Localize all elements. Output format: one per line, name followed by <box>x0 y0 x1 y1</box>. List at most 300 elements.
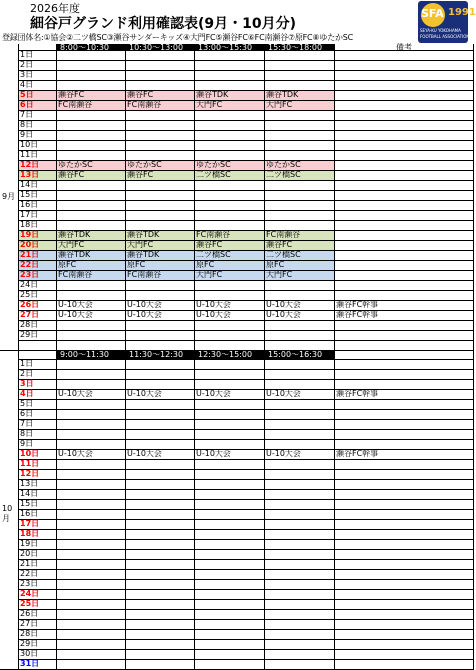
oct-slot-cell <box>57 480 126 490</box>
oct-slot-cell <box>126 610 195 620</box>
sept-slot-cell-text: 瀬谷TDK <box>58 230 91 239</box>
oct-remarks-cell <box>335 530 474 540</box>
sept-slot-cell-text: U-10大会 <box>196 300 231 309</box>
sept-slot-cell <box>126 61 195 71</box>
sept-date-cell-text: 11日 <box>20 150 39 159</box>
oct-slot-cell <box>57 390 126 400</box>
oct-slot-cell <box>265 360 335 370</box>
sept-date-cell-text: 4日 <box>20 80 34 89</box>
oct-slot-header-4-text: 15:00～16:30 <box>268 350 323 359</box>
oct-slot-cell <box>57 410 126 420</box>
oct-slot-cell <box>126 510 195 520</box>
sept-slot-cell <box>57 111 126 121</box>
oct-slot-cell <box>265 650 335 660</box>
oct-slot-cell <box>126 550 195 560</box>
sept-slot-cell <box>265 131 335 141</box>
sept-slot-cell-text: 大門FC <box>196 270 223 279</box>
sept-slot-cell-text: U-10大会 <box>266 300 301 309</box>
oct-slot-cell <box>57 510 126 520</box>
sept-date-cell-text: 3日 <box>20 70 34 79</box>
oct-date-cell-text: 7日 <box>20 419 34 428</box>
sept-slot-header-2-text: 10:30～13:00 <box>129 43 184 52</box>
oct-remarks-cell <box>335 400 474 410</box>
sept-slot-cell <box>265 71 335 81</box>
sept-slot-cell-text: FC南瀬谷 <box>196 230 231 239</box>
oct-remarks-header <box>335 351 474 360</box>
sept-slot-cell <box>57 271 126 281</box>
sept-date-cell-text: 28日 <box>20 320 39 329</box>
oct-slot-cell <box>57 420 126 430</box>
sept-slot-cell <box>57 181 126 191</box>
oct-slot-cell <box>57 370 126 380</box>
sept-remarks-cell <box>335 211 474 221</box>
oct-slot-cell <box>265 590 335 600</box>
oct-date-cell-text: 10日 <box>20 449 40 458</box>
sept-remarks-cell <box>335 281 474 291</box>
oct-slot-cell <box>265 540 335 550</box>
oct-slot-cell <box>126 490 195 500</box>
sept-month-text: 9月 <box>2 192 16 201</box>
oct-slot-cell <box>126 660 195 670</box>
sept-slot-cell-text: 瀬谷TDK <box>266 90 299 99</box>
oct-slot-cell <box>265 470 335 480</box>
sept-slot-cell-text: FC南瀬谷 <box>127 270 162 279</box>
oct-remarks-cell <box>335 490 474 500</box>
oct-slot-cell <box>126 570 195 580</box>
sept-slot-cell-text: U-10大会 <box>266 310 301 319</box>
oct-slot-cell <box>195 590 265 600</box>
sept-slot-cell-text: 大門FC <box>58 240 85 249</box>
sept-remarks-cell <box>335 121 474 131</box>
oct-slot-cell <box>195 570 265 580</box>
oct-slot-cell <box>126 640 195 650</box>
oct-slot-cell <box>57 660 126 670</box>
sept-slot-cell <box>265 181 335 191</box>
oct-remarks-cell <box>335 580 474 590</box>
oct-slot-cell <box>126 500 195 510</box>
sept-remarks-cell <box>335 51 474 61</box>
oct-slot-cell <box>57 430 126 440</box>
sept-slot-cell-text: FC南瀬谷 <box>266 230 301 239</box>
sept-slot-cell <box>265 51 335 61</box>
oct-date-cell-text: 21日 <box>20 559 39 568</box>
oct-slot-header-1 <box>57 351 126 360</box>
oct-slot-header-3-text: 12:30～15:00 <box>198 350 253 359</box>
sept-slot-cell-text: ゆたかSC <box>266 160 301 169</box>
oct-slot-cell <box>265 420 335 430</box>
sept-remarks-cell <box>335 241 474 251</box>
sept-slot-cell <box>126 271 195 281</box>
sept-slot-cell <box>57 321 126 331</box>
logo-mark: SFA <box>421 7 444 20</box>
oct-remarks-cell <box>335 390 474 400</box>
sept-date-cell-text: 16日 <box>20 200 39 209</box>
sept-remarks-cell-text: 瀬谷FC幹事 <box>336 310 379 319</box>
sept-remarks-header-text: 備考 <box>396 43 412 52</box>
oct-date-cell-text: 16日 <box>20 509 39 518</box>
oct-date-cell-text: 24日 <box>20 589 40 598</box>
sept-date-cell-text: 1日 <box>20 50 34 59</box>
sept-slot-cell <box>126 101 195 111</box>
sept-slot-cell <box>195 331 265 341</box>
oct-slot-cell <box>195 480 265 490</box>
oct-slot-cell <box>57 400 126 410</box>
sept-slot-cell <box>265 271 335 281</box>
oct-remarks-cell <box>335 660 474 670</box>
oct-date-cell-text: 17日 <box>20 519 40 528</box>
oct-slot-cell <box>57 650 126 660</box>
oct-remarks-cell <box>335 590 474 600</box>
sept-slot-header-1 <box>57 44 126 51</box>
sept-slot-cell-text: 原FC <box>127 260 146 269</box>
oct-slot-cell <box>57 620 126 630</box>
oct-slot-cell <box>126 620 195 630</box>
oct-slot-header-2 <box>126 351 195 360</box>
sept-slot-cell-text: U-10大会 <box>58 300 93 309</box>
sept-remarks-cell <box>335 61 474 71</box>
oct-slot-cell-text: U-10大会 <box>127 449 162 458</box>
sept-remarks-cell <box>335 321 474 331</box>
oct-remarks-cell-text: 瀬谷FC幹事 <box>336 449 379 458</box>
oct-slot-cell <box>265 550 335 560</box>
oct-slot-header-2-text: 11:30～12:30 <box>129 350 184 359</box>
oct-slot-cell <box>57 530 126 540</box>
sept-slot-cell-text: FC南瀬谷 <box>58 100 93 109</box>
sept-date-cell <box>19 331 57 341</box>
sept-remarks-cell <box>335 311 474 321</box>
oct-date-cell-text: 29日 <box>20 639 39 648</box>
oct-slot-cell <box>265 480 335 490</box>
oct-slot-cell-text: U-10大会 <box>196 449 231 458</box>
sept-remarks-cell <box>335 81 474 91</box>
oct-slot-cell <box>126 540 195 550</box>
oct-slot-cell <box>195 470 265 480</box>
oct-slot-cell <box>126 480 195 490</box>
oct-remarks-cell <box>335 630 474 640</box>
sept-slot-cell-text: U-10大会 <box>58 310 93 319</box>
sept-slot-cell-text: 瀬谷FC <box>196 240 223 249</box>
oct-date-cell-text: 14日 <box>20 489 39 498</box>
oct-slot-cell-text: U-10大会 <box>127 389 162 398</box>
oct-slot-cell <box>195 620 265 630</box>
oct-date-cell-text: 4日 <box>20 389 34 398</box>
oct-slot-header-4 <box>265 351 335 360</box>
sept-slot-cell <box>195 61 265 71</box>
oct-slot-cell <box>126 420 195 430</box>
sept-slot-cell <box>195 201 265 211</box>
sept-slot-cell-text: 瀬谷FC <box>127 170 154 179</box>
oct-remarks-cell <box>335 550 474 560</box>
oct-slot-cell <box>265 640 335 650</box>
sept-slot-cell <box>195 71 265 81</box>
oct-slot-cell <box>265 510 335 520</box>
oct-slot-cell <box>265 400 335 410</box>
oct-slot-cell <box>57 580 126 590</box>
oct-slot-cell <box>126 650 195 660</box>
sept-date-cell-text: 6日 <box>20 100 34 109</box>
oct-date-cell-text: 11日 <box>20 459 40 468</box>
logo-assoc: FOOTBALL ASSOCIATION <box>420 34 470 39</box>
sept-slot-header-2 <box>126 44 195 51</box>
sept-slot-cell <box>265 61 335 71</box>
sept-date-cell-text: 24日 <box>20 280 39 289</box>
oct-slot-cell <box>126 400 195 410</box>
sept-date-cell-text: 23日 <box>20 270 40 279</box>
oct-remarks-cell <box>335 460 474 470</box>
sept-remarks-cell <box>335 171 474 181</box>
sept-slot-cell <box>265 331 335 341</box>
sept-remarks-header <box>335 44 474 51</box>
oct-slot-cell <box>265 610 335 620</box>
oct-slot-cell <box>57 590 126 600</box>
sept-slot-cell <box>126 171 195 181</box>
oct-date-cell-text: 26日 <box>20 609 39 618</box>
oct-slot-cell <box>195 460 265 470</box>
schedule-grid <box>0 43 474 668</box>
sept-date-cell-text: 26日 <box>20 300 40 309</box>
sept-slot-cell-text: 瀬谷TDK <box>58 250 91 259</box>
oct-remarks-cell <box>335 560 474 570</box>
sept-slot-cell <box>265 141 335 151</box>
oct-date-cell-text: 6日 <box>20 409 34 418</box>
oct-slot-cell <box>126 530 195 540</box>
sept-date-cell-text: 20日 <box>20 240 40 249</box>
sept-slot-cell-text: 二ツ橋SC <box>266 250 301 259</box>
oct-slot-cell <box>265 500 335 510</box>
oct-slot-cell <box>195 520 265 530</box>
oct-date-cell-text: 8日 <box>20 429 34 438</box>
sept-slot-cell-text: 瀬谷FC <box>58 90 85 99</box>
sept-slot-cell <box>57 281 126 291</box>
sept-slot-cell <box>57 201 126 211</box>
sept-slot-header-4-text: 15:30～18:00 <box>268 43 323 52</box>
oct-slot-cell <box>195 500 265 510</box>
oct-remarks-cell <box>335 650 474 660</box>
oct-date-cell-text: 23日 <box>20 579 39 588</box>
oct-slot-cell-text: U-10大会 <box>58 449 93 458</box>
sept-slot-cell-text: 大門FC <box>266 100 293 109</box>
sept-date-cell-text: 14日 <box>20 180 39 189</box>
sept-remarks-cell <box>335 331 474 341</box>
oct-slot-cell <box>195 630 265 640</box>
sept-date-cell-text: 18日 <box>20 220 39 229</box>
oct-date-cell-text: 19日 <box>20 539 39 548</box>
oct-slot-cell-text: U-10大会 <box>266 389 301 398</box>
oct-date-cell-text: 12日 <box>20 469 40 478</box>
oct-remarks-cell <box>335 420 474 430</box>
sept-date-cell-text: 10日 <box>20 140 39 149</box>
oct-slot-cell <box>57 640 126 650</box>
oct-slot-cell <box>195 640 265 650</box>
oct-remarks-cell-text: 瀬谷FC幹事 <box>336 389 379 398</box>
oct-slot-cell <box>126 430 195 440</box>
oct-date-cell-text: 25日 <box>20 599 40 608</box>
oct-slot-cell <box>195 580 265 590</box>
oct-slot-cell <box>195 510 265 520</box>
sept-slot-cell <box>126 331 195 341</box>
sept-remarks-cell <box>335 151 474 161</box>
oct-slot-cell <box>195 430 265 440</box>
oct-slot-cell <box>126 360 195 370</box>
oct-slot-cell <box>57 630 126 640</box>
sept-slot-cell <box>265 311 335 321</box>
oct-date-cell-text: 18日 <box>20 529 40 538</box>
oct-slot-cell <box>57 540 126 550</box>
oct-slot-cell <box>126 370 195 380</box>
sept-remarks-cell <box>335 101 474 111</box>
sept-slot-cell-text: U-10大会 <box>127 300 162 309</box>
sept-slot-cell <box>57 51 126 61</box>
sept-slot-cell <box>195 171 265 181</box>
oct-slot-cell-text: U-10大会 <box>266 449 301 458</box>
sept-slot-cell <box>57 131 126 141</box>
oct-remarks-cell <box>335 450 474 460</box>
sept-slot-cell <box>126 51 195 61</box>
oct-slot-cell <box>126 410 195 420</box>
sept-date-cell-text: 21日 <box>20 250 40 259</box>
oct-slot-cell <box>57 550 126 560</box>
oct-slot-cell <box>265 370 335 380</box>
sept-slot-cell <box>57 211 126 221</box>
oct-slot-cell <box>265 570 335 580</box>
oct-slot-cell <box>126 600 195 610</box>
oct-date-cell-text: 20日 <box>20 549 39 558</box>
sept-slot-cell-text: ゆたかSC <box>196 160 231 169</box>
sept-slot-cell <box>57 121 126 131</box>
sept-slot-cell <box>195 211 265 221</box>
sept-slot-cell <box>195 101 265 111</box>
sept-remarks-cell <box>335 161 474 171</box>
oct-slot-cell <box>265 600 335 610</box>
oct-slot-cell <box>126 390 195 400</box>
oct-slot-cell <box>195 600 265 610</box>
oct-slot-cell <box>195 610 265 620</box>
sept-remarks-cell <box>335 71 474 81</box>
logo-city: SEYA-KU YOKOHAMA <box>420 28 461 33</box>
oct-slot-cell <box>195 370 265 380</box>
oct-remarks-cell <box>335 520 474 530</box>
oct-slot-cell <box>195 410 265 420</box>
oct-slot-cell <box>57 500 126 510</box>
oct-slot-cell <box>265 410 335 420</box>
sept-remarks-cell <box>335 341 474 351</box>
sept-date-cell <box>19 341 57 351</box>
oct-remarks-cell <box>335 510 474 520</box>
sept-slot-cell-text: 原FC <box>196 260 215 269</box>
sept-slot-cell-text: 二ツ橋SC <box>196 170 231 179</box>
sept-slot-cell-text: 二ツ橋SC <box>266 170 301 179</box>
sept-slot-cell <box>57 311 126 321</box>
sept-slot-cell <box>265 211 335 221</box>
oct-slot-cell <box>57 490 126 500</box>
sept-slot-cell-text: 瀬谷FC <box>266 240 293 249</box>
sept-remarks-cell <box>335 221 474 231</box>
sept-slot-cell-text: 原FC <box>58 260 77 269</box>
oct-slot-cell-text: U-10大会 <box>196 389 231 398</box>
sept-date-cell-text: 12日 <box>20 160 40 169</box>
oct-slot-cell <box>57 360 126 370</box>
oct-remarks-cell <box>335 430 474 440</box>
sept-date-cell-text: 27日 <box>20 310 40 319</box>
oct-slot-cell <box>265 660 335 670</box>
sept-slot-cell <box>126 211 195 221</box>
oct-slot-header-3 <box>195 351 265 360</box>
oct-slot-cell <box>195 650 265 660</box>
sept-slot-cell <box>57 61 126 71</box>
oct-slot-cell <box>195 560 265 570</box>
sept-date-cell-text: 17日 <box>20 210 39 219</box>
oct-remarks-cell <box>335 600 474 610</box>
oct-slot-cell <box>126 580 195 590</box>
oct-remarks-cell <box>335 500 474 510</box>
oct-slot-cell <box>126 460 195 470</box>
oct-slot-cell <box>57 520 126 530</box>
oct-date-cell-text: 28日 <box>20 629 39 638</box>
registered-orgs: 登録団体名:①協会②二ツ橋SC③瀬谷サンダーキッズ④大門FC⑤瀬谷FC⑥FC南瀬谷⑦原FC⑧ゆたかSC <box>2 33 354 42</box>
oct-remarks-cell <box>335 610 474 620</box>
sept-slot-cell-text: 二ツ橋SC <box>196 250 231 259</box>
oct-slot-cell <box>265 580 335 590</box>
sept-remarks-cell <box>335 181 474 191</box>
oct-slot-cell <box>265 490 335 500</box>
sept-remarks-cell <box>335 131 474 141</box>
logo-year: 1991 <box>448 7 476 18</box>
sept-slot-cell-text: 瀬谷TDK <box>127 230 160 239</box>
oct-slot-cell <box>57 570 126 580</box>
oct-slot-cell <box>126 520 195 530</box>
sept-slot-cell-text: ゆたかSC <box>127 160 162 169</box>
sept-date-cell-text: 25日 <box>20 290 39 299</box>
sept-slot-cell <box>265 101 335 111</box>
oct-slot-cell <box>57 470 126 480</box>
sept-slot-cell-text: 瀬谷TDK <box>196 90 229 99</box>
sept-remarks-cell <box>335 111 474 121</box>
oct-slot-cell <box>57 460 126 470</box>
sept-slot-cell-text: 大門FC <box>196 100 223 109</box>
oct-slot-cell <box>265 530 335 540</box>
sept-slot-cell-text: 原FC <box>266 260 285 269</box>
sept-slot-cell <box>126 201 195 211</box>
oct-slot-cell <box>195 660 265 670</box>
sept-slot-cell <box>265 191 335 201</box>
sept-slot-cell <box>195 131 265 141</box>
sept-slot-cell <box>195 181 265 191</box>
sept-date-cell-text: 22日 <box>20 260 40 269</box>
oct-slot-cell <box>195 400 265 410</box>
sept-slot-cell <box>126 281 195 291</box>
oct-slot-cell <box>126 590 195 600</box>
sept-remarks-cell <box>335 201 474 211</box>
oct-slot-cell <box>265 520 335 530</box>
sept-slot-cell <box>265 281 335 291</box>
sept-slot-cell <box>265 111 335 121</box>
oct-date-cell-text: 27日 <box>20 619 39 628</box>
oct-remarks-cell <box>335 370 474 380</box>
fiscal-year: 2026年度 <box>30 2 80 15</box>
oct-date-cell-text: 5日 <box>20 399 34 408</box>
oct-slot-header-1-text: 9:00～11:30 <box>60 350 110 359</box>
oct-remarks-cell <box>335 360 474 370</box>
sept-slot-cell <box>195 121 265 131</box>
oct-slot-cell <box>195 530 265 540</box>
sfa-logo <box>418 1 476 43</box>
sept-date-cell-text: 5日 <box>20 90 34 99</box>
oct-remarks-cell <box>335 470 474 480</box>
sept-slot-cell-text: 瀬谷FC <box>58 170 85 179</box>
sept-slot-cell <box>57 331 126 341</box>
sept-slot-cell <box>195 281 265 291</box>
sept-remarks-cell <box>335 271 474 281</box>
